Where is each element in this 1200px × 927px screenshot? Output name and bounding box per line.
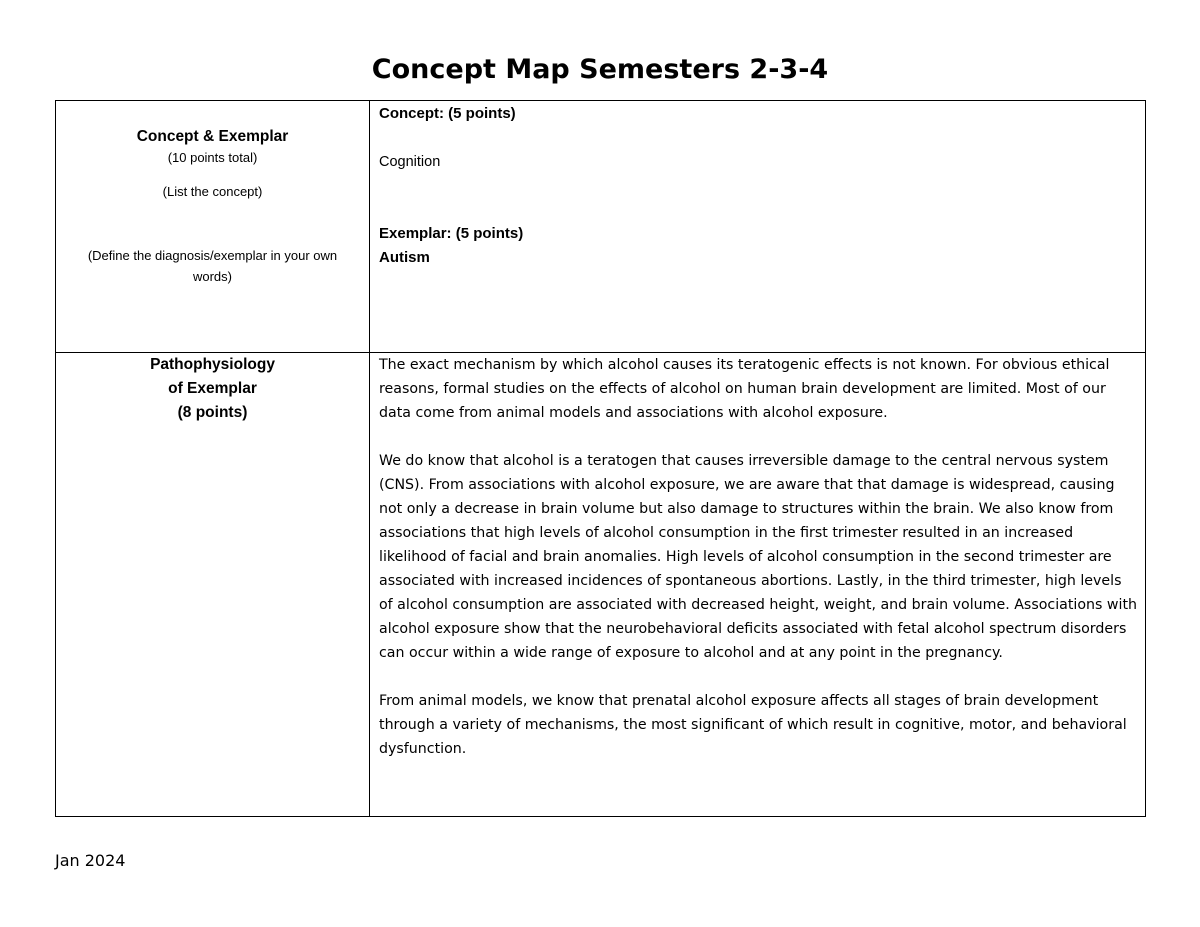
define-exemplar-note-line1: (Define the diagnosis/exemplar in your own — [87, 248, 338, 263]
concept-label: Concept: (5 points) — [379, 105, 516, 122]
pathophysiology-label-cell — [56, 353, 370, 817]
pathophysiology-heading-line1: Pathophysiology — [150, 356, 275, 373]
concept-exemplar-content-cell — [370, 101, 1146, 353]
table-row-pathophysiology — [56, 353, 1146, 817]
page-title: Concept Map Semesters 2-3-4 — [371, 54, 829, 85]
pathophysiology-paragraph-3: From animal models, we know that prenatal alcohol exposure affects all stages of brain development through a variety of mechanisms, the most significant of which result in cognitive, motor, and behavioral dysfunction. — [379, 693, 1127, 757]
concept-exemplar-label-cell — [56, 101, 370, 353]
footer-date: Jan 2024 — [55, 851, 126, 870]
concept-map-table — [55, 100, 1146, 817]
points-total-note: (10 points total) — [167, 150, 258, 165]
pathophysiology-heading-line2: of Exemplar — [168, 380, 257, 397]
pathophysiology-points: (8 points) — [177, 404, 248, 421]
list-concept-note: (List the concept) — [162, 184, 263, 199]
pathophysiology-paragraph-2: We do know that alcohol is a teratogen that causes irreversible damage to the central nervous system (CNS). From associations with alcohol exposure, we are aware that that damage is widespread, causing not only a decrease in brain volume but also damage to structures within the brain. We also know from associations that high levels of alcohol consumption in the first trimester resulted in an increased likelihood of facial and brain anomalies. High levels of alcohol consumption in the second trimester are associated with increased incidences of spontaneous abortions. Lastly, in the third trimester, high levels of alcohol consumption are associated with decreased height, weight, and brain volume. Associations with alcohol exposure show that the neurobehavioral deficits associated with fetal alcohol spectrum disorders can occur within a wide range of exposure to alcohol and at any point in the pregnancy. — [379, 453, 1138, 661]
table-row-concept-exemplar — [56, 101, 1146, 353]
exemplar-value: Autism — [379, 249, 430, 266]
concept-value: Cognition — [379, 154, 441, 170]
pathophysiology-content-cell — [370, 353, 1146, 817]
define-exemplar-note-line2: words) — [192, 269, 232, 284]
pathophysiology-paragraph-1: The exact mechanism by which alcohol causes its teratogenic effects is not known. For obvious ethical reasons, formal studies on the effects of alcohol on human brain development are limited. Most of our data come from animal models and associations with alcohol exposure. — [379, 357, 1110, 421]
exemplar-label: Exemplar: (5 points) — [379, 225, 524, 242]
concept-exemplar-heading: Concept & Exemplar — [136, 128, 289, 145]
